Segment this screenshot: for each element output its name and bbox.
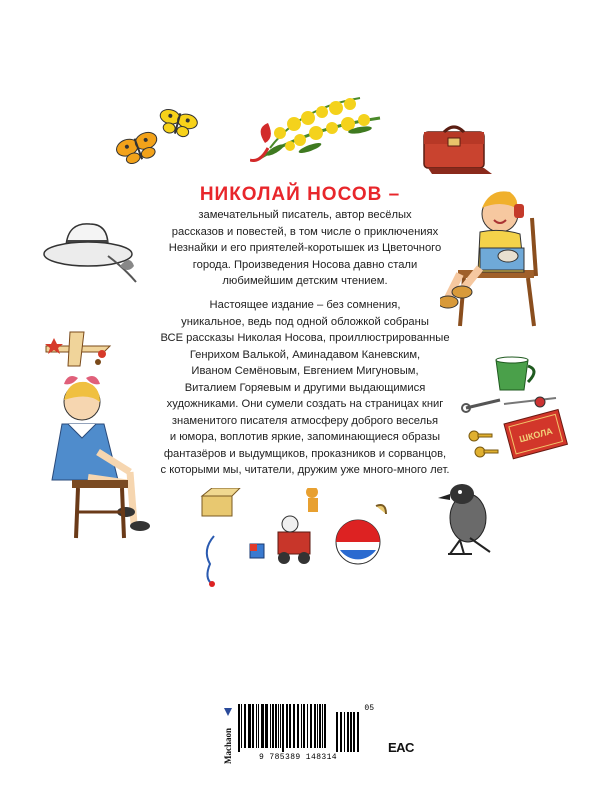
edition-line: ВСЕ рассказы Николая Носова, проиллюстрированные <box>160 332 450 344</box>
publisher-logo <box>222 706 234 766</box>
edition-line: художниками. Они сумели создать на страницах книг <box>166 398 444 410</box>
edition-line: фантазёров и выдумщиков, проказников и сорванцов, <box>163 447 447 460</box>
barcode-bar <box>248 704 251 748</box>
intro-line: Незнайки и его приятелей-коротышек из Цветочного <box>168 242 442 254</box>
eac-mark: EAC <box>388 740 414 755</box>
isbn-number: 9 785389 148314 <box>258 753 337 762</box>
toy-plane-illustration <box>40 322 120 372</box>
edition-line: уникальное, ведь под одной обложкой собраны <box>181 315 429 328</box>
barcode-bar <box>317 704 318 748</box>
crow-illustration <box>430 478 510 558</box>
barcode-bar <box>282 704 284 752</box>
barcode-bar <box>241 704 242 748</box>
girl-on-stool-illustration <box>38 372 168 542</box>
barcode-bar <box>275 704 277 748</box>
barcode-bar <box>307 704 308 748</box>
barcode-bar <box>314 704 316 748</box>
barcode-bar <box>270 704 271 748</box>
barcode-bar <box>301 704 302 748</box>
cup-tools-keys-book-illustration <box>460 350 570 470</box>
barcode-bar <box>280 704 281 748</box>
edition-line: Иваном Семёновым, Евгением Мигуновым, <box>191 365 419 377</box>
author-title: НИКОЛАЙ НОСОВ – <box>199 184 401 205</box>
barcode-bar <box>310 704 312 748</box>
barcode-bar <box>261 704 264 748</box>
mimosa-bouquet-illustration <box>250 88 390 168</box>
intro-line: рассказов и повестей, в том числе о приключениях <box>171 225 439 238</box>
barcode-addon-bar <box>336 712 338 752</box>
barcode-bar <box>252 704 254 748</box>
barcode-addon-bar <box>344 712 345 752</box>
book-label: ШКОЛА <box>518 425 554 445</box>
butterflies-illustration <box>110 100 205 175</box>
edition-line: знаменитого писателя атмосферу доброго веселья <box>171 414 439 427</box>
barcode-addon: 05 <box>364 704 374 713</box>
intro-paragraph <box>160 207 450 290</box>
barcode-bar <box>319 704 321 748</box>
barcode-bars <box>236 704 360 752</box>
edition-line: Виталием Горяевым и другими выдающимися <box>184 381 426 394</box>
barcode-bar <box>265 704 268 748</box>
barcode-addon-bar <box>350 712 352 752</box>
barcode-bar <box>297 704 299 748</box>
toys-illustration <box>200 488 400 588</box>
publisher-name: Machaon <box>223 728 233 764</box>
barcode-bar <box>286 704 288 748</box>
barcode-addon-bar <box>347 712 349 752</box>
barcode-addon-bar <box>357 712 359 752</box>
edition-line: Генрихом Валькой, Аминадавом Каневским, <box>189 348 421 361</box>
barcode-bar <box>324 704 326 748</box>
edition-line: Настоящее издание – без сомнения, <box>209 299 401 311</box>
barcode-addon-bar <box>353 712 355 752</box>
intro-line: любимейшим детским чтением. <box>222 275 388 287</box>
intro-line: города. Произведения Носова давно стали <box>192 258 418 271</box>
barcode-block <box>222 698 378 770</box>
barcode-bar <box>256 704 257 748</box>
edition-paragraph <box>150 297 460 479</box>
briefcase-illustration <box>418 118 498 178</box>
barcode-bar <box>238 704 240 752</box>
barcode-bar <box>289 704 291 748</box>
intro-line: замечательный писатель, автор весёлых <box>198 209 412 221</box>
barcode-bar <box>272 704 274 748</box>
hat-illustration <box>38 210 138 290</box>
edition-line: и юмора, воплотив яркие, запоминающиеся образы <box>169 431 441 443</box>
barcode-bar <box>303 704 305 748</box>
barcode-addon-bar <box>340 712 342 752</box>
barcode-bar <box>258 704 259 748</box>
barcode-bar <box>293 704 295 748</box>
barcode-bar <box>278 704 279 748</box>
barcode-bar <box>244 704 246 748</box>
barcode-bar <box>322 704 323 748</box>
edition-line: с которыми мы, читатели, дружим уже много-много лет. <box>160 464 450 476</box>
